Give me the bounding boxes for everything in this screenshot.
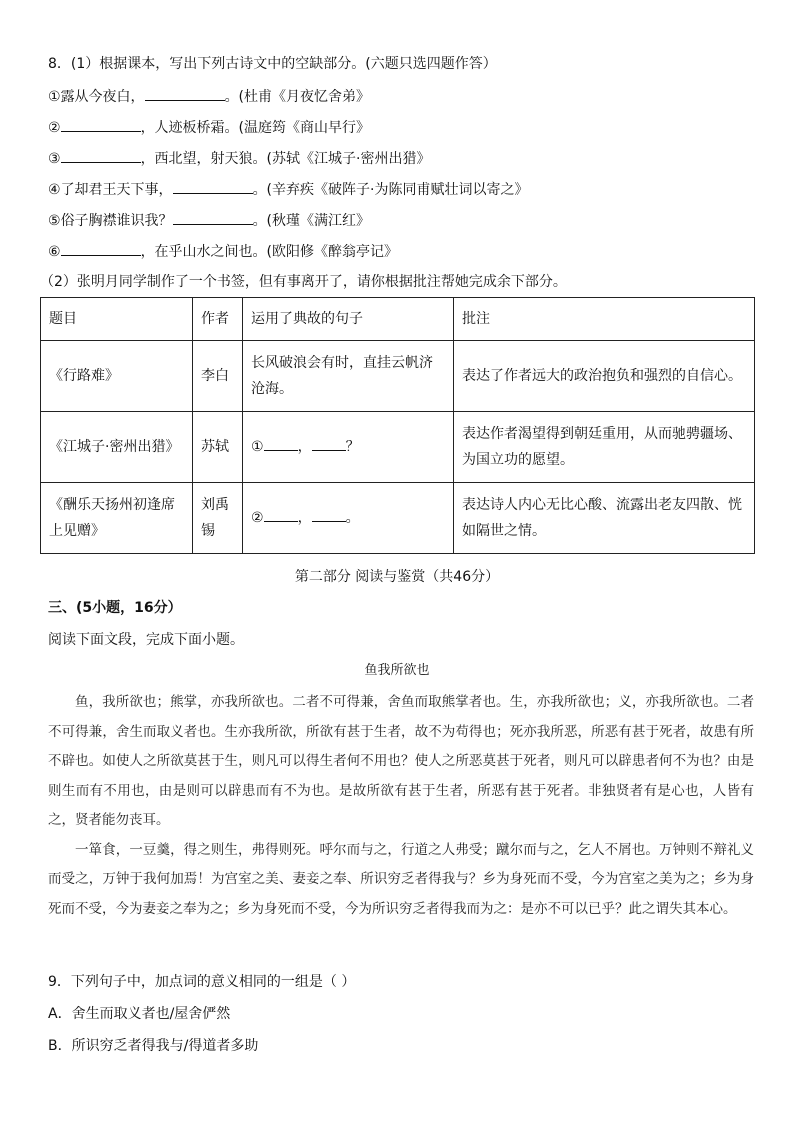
sentence-cell: 长风破浪会有时，直挂云帆济沧海。 [243,341,454,412]
answer-blank[interactable] [145,86,225,101]
header-cell: 题目 [41,298,193,341]
table-row [41,483,755,554]
bookmark-table [40,297,755,554]
option-label: A． [48,1006,72,1022]
option-text: 所识穷乏者得我与/得道者多助 [71,1038,259,1054]
answer-blank[interactable] [264,507,298,522]
item-after: 。(辛弃疾《破阵子·为陈同甫赋壮词以寄之》 [252,182,529,198]
blank-separator: ， [297,510,312,526]
q9-option-a[interactable] [48,1004,230,1024]
item-marker: ③ [48,151,61,167]
item-marker: ④ [48,182,61,198]
note-cell: 表达诗人内心无比心酸、流露出老友四散、恍如隔世之情。 [454,483,755,554]
item-after: 。(秋瑾《满江红》 [252,213,371,229]
item-marker: ② [48,120,61,136]
section-heading: 三、(5小题，16分） [48,600,182,616]
item-after: ，人迹板桥霜。(温庭筠《商山早行》 [140,120,371,136]
item-marker: ⑤ [48,213,61,229]
passage-paragraph: 一箪食，一豆羹，得之则生，弗得则死。呼尔而与之，行道之人弗受；蹴尔而与之，乞人不屑也。万钟则不辩礼义而受之，万钟于我何加焉！为宫室之美、妻妾之奉、所识穷乏者得我与？乡为身死而不受，今为宫室之美为之；乡为身死而不受，今为妻妾之奉为之；乡为身死而不受，今为所识穷乏者得我而为之：是亦不可以已乎？此之谓失其本心。 [48,841,754,917]
q8-item-6 [48,241,398,262]
part-heading: 第二部分 阅读与鉴赏（共46分） [294,569,500,585]
sentence-cell [243,412,454,483]
q8-item-1 [48,86,370,107]
answer-blank[interactable] [61,241,141,256]
note-cell: 表达作者渴望得到朝廷重用，从而驰骋疆场、为国立功的愿望。 [454,412,755,483]
q8-stem: 8．(1）根据课本，写出下列古诗文中的空缺部分。(六题只选四题作答） [48,56,497,72]
q8-item-2 [48,117,370,138]
title-cell: 《江城子·密州出猎》 [41,412,193,483]
answer-blank[interactable] [61,148,141,163]
blank-separator: ， [297,439,312,455]
item-marker: ⑥ [48,244,61,260]
blank-marker: ② [251,510,264,526]
blank-marker: ① [251,439,264,455]
author-cell: 李白 [193,341,243,412]
q8-item-5 [48,210,370,231]
table-header-row [41,298,755,341]
header-cell: 批注 [454,298,755,341]
q8-item-4 [48,179,528,200]
blank-end: 。 [345,510,360,526]
passage-title: 鱼我所欲也 [364,663,430,678]
answer-blank[interactable] [61,117,141,132]
item-marker: ① [48,89,61,105]
note-cell: 表达了作者远大的政治抱负和强烈的自信心。 [454,341,755,412]
blank-end: ？ [345,439,360,455]
answer-blank[interactable] [173,210,253,225]
table-row [41,412,755,483]
q9-option-b[interactable] [48,1036,258,1056]
q8-part2: （2）张明月同学制作了一个书签，但有事离开了，请你根据批注帮她完成余下部分。 [40,274,567,290]
section-instruction: 阅读下面文段，完成下面小题。 [48,632,244,648]
title-cell: 《行路难》 [41,341,193,412]
item-before: 露从今夜白， [60,89,145,105]
answer-blank[interactable] [264,436,298,451]
option-text: 舍生而取义者也/屋舍俨然 [71,1006,231,1022]
title-cell: 《酬乐天扬州初逢席上见赠》 [41,483,193,554]
author-cell: 刘禹锡 [193,483,243,554]
table-row [41,341,755,412]
passage-paragraph: 鱼，我所欲也；熊掌，亦我所欲也。二者不可得兼，舍鱼而取熊掌者也。生，亦我所欲也；义，亦我所欲也。二者不可得兼，舍生而取义者也。生亦我所欲，所欲有甚于生者，故不为苟得也；死亦我所恶，所恶有甚于死者，故患有所不辟也。如使人之所欲莫甚于生，则凡可以得生者何不用也？使人之所恶莫甚于死者，则凡可以辟患者何不为也？由是则生而有不用也，由是则可以辟患而有不为也。是故所欲有甚于生者，所恶有甚于死者。非独贤者有是心也，人皆有之，贤者能勿丧耳。 [48,694,754,828]
q8-item-3 [48,148,430,169]
answer-blank[interactable] [312,507,346,522]
header-cell: 作者 [193,298,243,341]
option-label: B． [48,1038,72,1054]
passage-body [48,688,754,924]
q9-stem: 9．下列句子中，加点词的意义相同的一组是（ ） [48,974,356,990]
header-cell: 运用了典故的句子 [243,298,454,341]
item-after: 。(杜甫《月夜忆舍弟》 [224,89,371,105]
item-after: ，西北望，射天狼。(苏轼《江城子·密州出猎》 [140,151,431,167]
item-after: ，在乎山水之间也。(欧阳修《醉翁亭记》 [140,244,399,260]
item-before: 了却君王天下事， [60,182,173,198]
sentence-cell [243,483,454,554]
answer-blank[interactable] [173,179,253,194]
author-cell: 苏轼 [193,412,243,483]
answer-blank[interactable] [312,436,346,451]
item-before: 俗子胸襟谁识我？ [60,213,173,229]
